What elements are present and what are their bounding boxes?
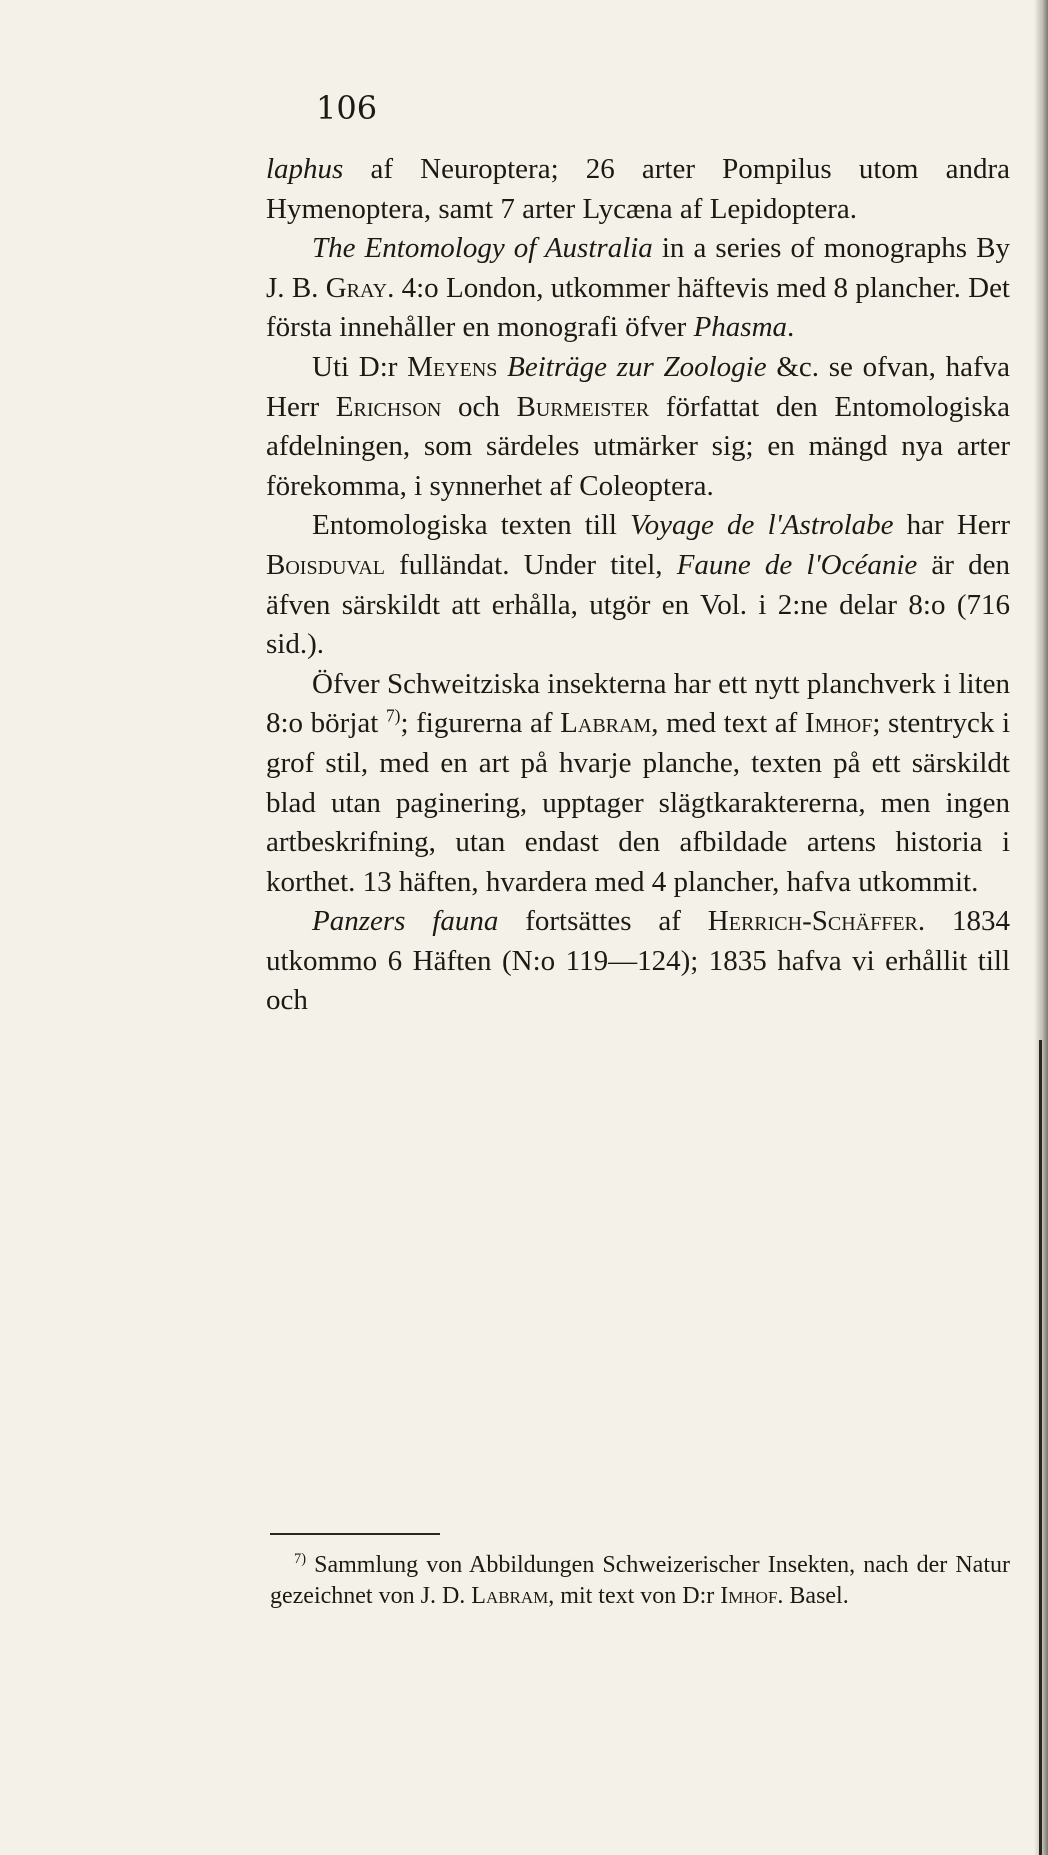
text-run: in a series of monographs By J. B. [266,232,1010,304]
text-run: , med text af [651,707,805,740]
page-number: 106 [316,89,378,127]
paragraph [266,506,1010,664]
text-run: . [787,311,795,344]
footnote-rule [270,1533,440,1535]
text-run: Sammlung von Abbildungen Schweizerischer Insekten, nach der Natur gezeichnet von J. D. [270,1552,1010,1609]
paragraph [266,348,1010,506]
footnote [270,1550,1010,1612]
text-run: af Neuroptera; 26 arter Pompilus utom andra Hymenoptera, samt 7 arter Lycæna af Lepidoptera. [266,153,1010,225]
text-run: fulländat. Under titel, [384,548,677,581]
text-run: ; stentryck i grof stil, med en art på hvarje planche, texten på ett särskildt blad utan paginering, upptager slägtkaraktererna, men ingen artbeskrifning, utan endast den afbildade artens historia i korthet. 13 häften, hvardera med 4 plancher, hafva utkommit. [266,707,1011,898]
text-run: , mit text von D:r [548,1583,721,1609]
text-run [497,351,507,383]
text-run: &c. se ofvan, hafva Herr [266,350,1011,423]
italic-title: Voyage de l'Astrolabe [630,509,894,542]
paragraph [266,229,1010,348]
text-run: . Basel. [777,1583,849,1609]
author-name: Boisduval [266,548,385,581]
italic-title: laphus [266,153,344,185]
page-edge-line [1039,1040,1042,1855]
footnote-marker: 7) [385,705,401,726]
italic-title: The Entomology of Australia [312,232,653,265]
footnote-text [270,1550,1010,1612]
text-run: är den äfven särskildt att erhålla, utgör en Vol. i 2:ne delar 8:o (716 sid.). [266,548,1010,661]
author-name: Imhof [720,1583,778,1609]
paragraph [266,902,1010,1021]
author-name: Burmeister [516,390,650,423]
text-run: har Herr [893,509,1010,542]
text-run: Uti D:r [312,350,408,383]
italic-title: Beiträge zur Zoologie [507,350,767,383]
author-name: Herrich-Schäffer [707,905,918,938]
author-name: Meyens [407,350,498,383]
text-run: ; figurerna af [400,707,561,740]
body-text [266,150,1010,1021]
paragraph [266,150,1010,229]
italic-title: Panzers fauna [312,905,499,938]
footnote-marker: 7) [294,1551,306,1567]
text-run: författat den Entomologiska afdelningen, som särdeles utmärker sig; en mängd nya arter förekomma, i synnerhet af Coleoptera. [266,390,1011,502]
author-name: Imhof [804,707,873,740]
author-name: Gray [325,271,388,304]
author-name: Erichson [335,390,442,423]
paragraph [266,665,1010,903]
author-name: Labram [471,1583,549,1609]
author-name: Labram [560,707,652,740]
text-run: och [441,390,517,423]
italic-title: Faune de l'Océanie [676,548,918,581]
text-run: fortsättes af [498,905,708,938]
text-run: . 4:o London, utkommer häftevis med 8 plancher. Det första innehåller en monografi öfver [266,271,1010,344]
italic-title: Phasma [693,311,788,344]
text-run: Entomologiska texten till [312,509,631,542]
text-run: . 1834 utkommo 6 Häften (N:o 119—124); 1835 hafva vi erhållit till och [266,905,1010,1017]
text-run: Öfver Schweitziska insekterna har ett nytt planchverk i liten 8:o börjat [266,667,1010,740]
